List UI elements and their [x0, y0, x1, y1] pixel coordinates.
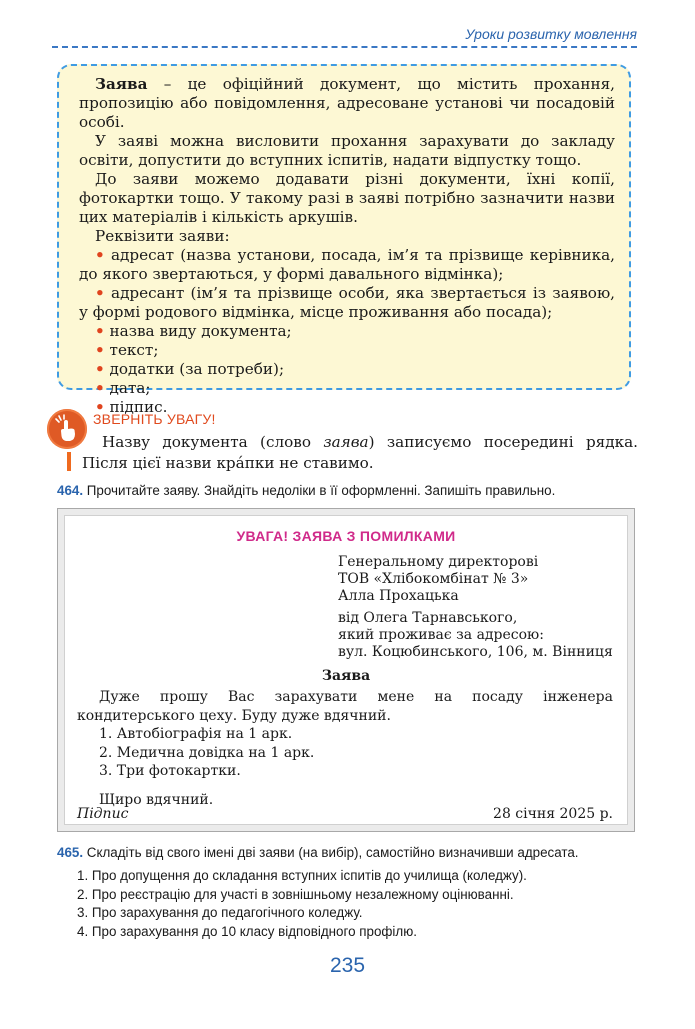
- addressee-line: Алла Прохацька: [338, 588, 459, 604]
- letter-closing: Щиро вдячний.: [99, 791, 214, 808]
- task-465-list: [77, 867, 527, 941]
- letter-date: 28 січня 2025 р.: [493, 806, 613, 822]
- letter-heading: Заява: [321, 668, 371, 684]
- section-title: Уроки розвитку мовлення: [465, 26, 637, 42]
- task-number: 464.: [57, 483, 84, 498]
- attention-accent-bar: [67, 452, 71, 471]
- sender-line: вул. Коцюбинського, 106, м. Вінниця: [338, 644, 613, 660]
- rule-paragraph-2: У заяві можна висловити прохання зарахувати до закладу освіти, допустити до вступних іспитів, надати відпустку тощо.: [79, 132, 615, 169]
- addressee-line: Генеральному директорові: [338, 554, 539, 570]
- term-zayava: Заява: [95, 75, 148, 93]
- attention-text: Назву документа (слово заява) записуємо посередині рядка. Після цієї назви кра́пки не ставимо.: [82, 433, 638, 472]
- requisite-item: • текст;: [95, 341, 159, 359]
- attachment-item: 2. Медична довідка на 1 арк.: [99, 744, 315, 761]
- italic-word: заява: [323, 433, 369, 451]
- bullet-icon: •: [95, 246, 105, 264]
- sender-line: від Олега Тарнавського,: [338, 610, 518, 626]
- attachment-item: 3. Три фотокартки.: [99, 763, 241, 779]
- task-number: 465.: [57, 845, 84, 860]
- requisite-item: • додатки (за потреби);: [95, 360, 285, 378]
- page-number: 235: [329, 954, 366, 977]
- task-465: [57, 845, 579, 860]
- requisite-item: • дата;: [95, 379, 151, 397]
- letter-title: УВАГА! ЗАЯВА З ПОМИЛКАМИ: [236, 528, 456, 544]
- task-text: Прочитайте заяву. Знайдіть недоліки в її оформленні. Запишіть правильно.: [86, 483, 556, 498]
- attention-title: ЗВЕРНІТЬ УВАГУ!: [93, 411, 216, 427]
- attachment-item: 1. Автобіографія на 1 арк.: [99, 726, 293, 742]
- addressee-block: [338, 554, 538, 605]
- bullet-icon: •: [95, 379, 105, 397]
- list-item: 1. Про допущення до складання вступних іспитів до училища (коледжу).: [77, 868, 527, 883]
- definition-text: – це офіційний документ, що містить прохання, пропозицію або повідомлення, адресоване установі чи посадовій особі.: [79, 75, 615, 131]
- letter-example-box: [57, 508, 635, 832]
- bullet-icon: •: [95, 341, 105, 359]
- sender-block: [338, 610, 613, 661]
- list-item: 3. Про зарахування до педагогічного коледжу.: [77, 905, 363, 921]
- bullet-icon: •: [95, 284, 105, 302]
- requisite-item: • підпис.: [95, 398, 168, 416]
- bullet-icon: •: [95, 322, 105, 340]
- addressee-line: ТОВ «Хлібокомбінат № 3»: [338, 571, 529, 587]
- requisites-title: Реквізити заяви:: [95, 227, 230, 245]
- signature: Підпис: [77, 806, 129, 822]
- requisite-item: • адресант (ім’я та прізвище особи, яка звертається із заявою, у формі родового відмінка, місце проживання або посада);: [79, 284, 615, 321]
- task-464: [57, 483, 555, 498]
- letter-body-text: Дуже прошу Вас зарахувати мене на посаду інженера кондитерського цеху. Буду дуже вдячний.: [77, 689, 613, 724]
- list-item: 2. Про реєстрацію для участі в зовнішньому незалежному оцінюванні.: [77, 886, 514, 902]
- rule-box: [57, 64, 631, 416]
- rule-paragraph-definition: [79, 75, 615, 132]
- hand-pointing-up-icon: [47, 409, 87, 449]
- bullet-icon: •: [95, 360, 105, 378]
- rule-paragraph-3: До заяви можемо додавати різні документи, їхні копії, фотокартки тощо. У такому разі в заяві потрібно зазначити назви цих матеріалів і кількість аркушів.: [79, 170, 615, 226]
- list-item: 4. Про зарахування до 10 класу відповідного профілю.: [77, 923, 417, 939]
- letter-body: [77, 688, 613, 809]
- letter-sheet: [65, 516, 627, 824]
- requisite-item: • назва виду документа;: [95, 322, 292, 340]
- sender-line: який проживає за адресою:: [338, 627, 544, 643]
- bullet-icon: •: [95, 398, 105, 416]
- requisite-item: • адресат (назва установи, посада, ім’я та прізвище керівника, до якого звертаються, у формі давального відмінка);: [79, 246, 616, 283]
- page-header: [52, 26, 637, 48]
- task-text: Складіть від свого імені дві заяви (на вибір), самостійно визначивши адресата.: [86, 845, 579, 860]
